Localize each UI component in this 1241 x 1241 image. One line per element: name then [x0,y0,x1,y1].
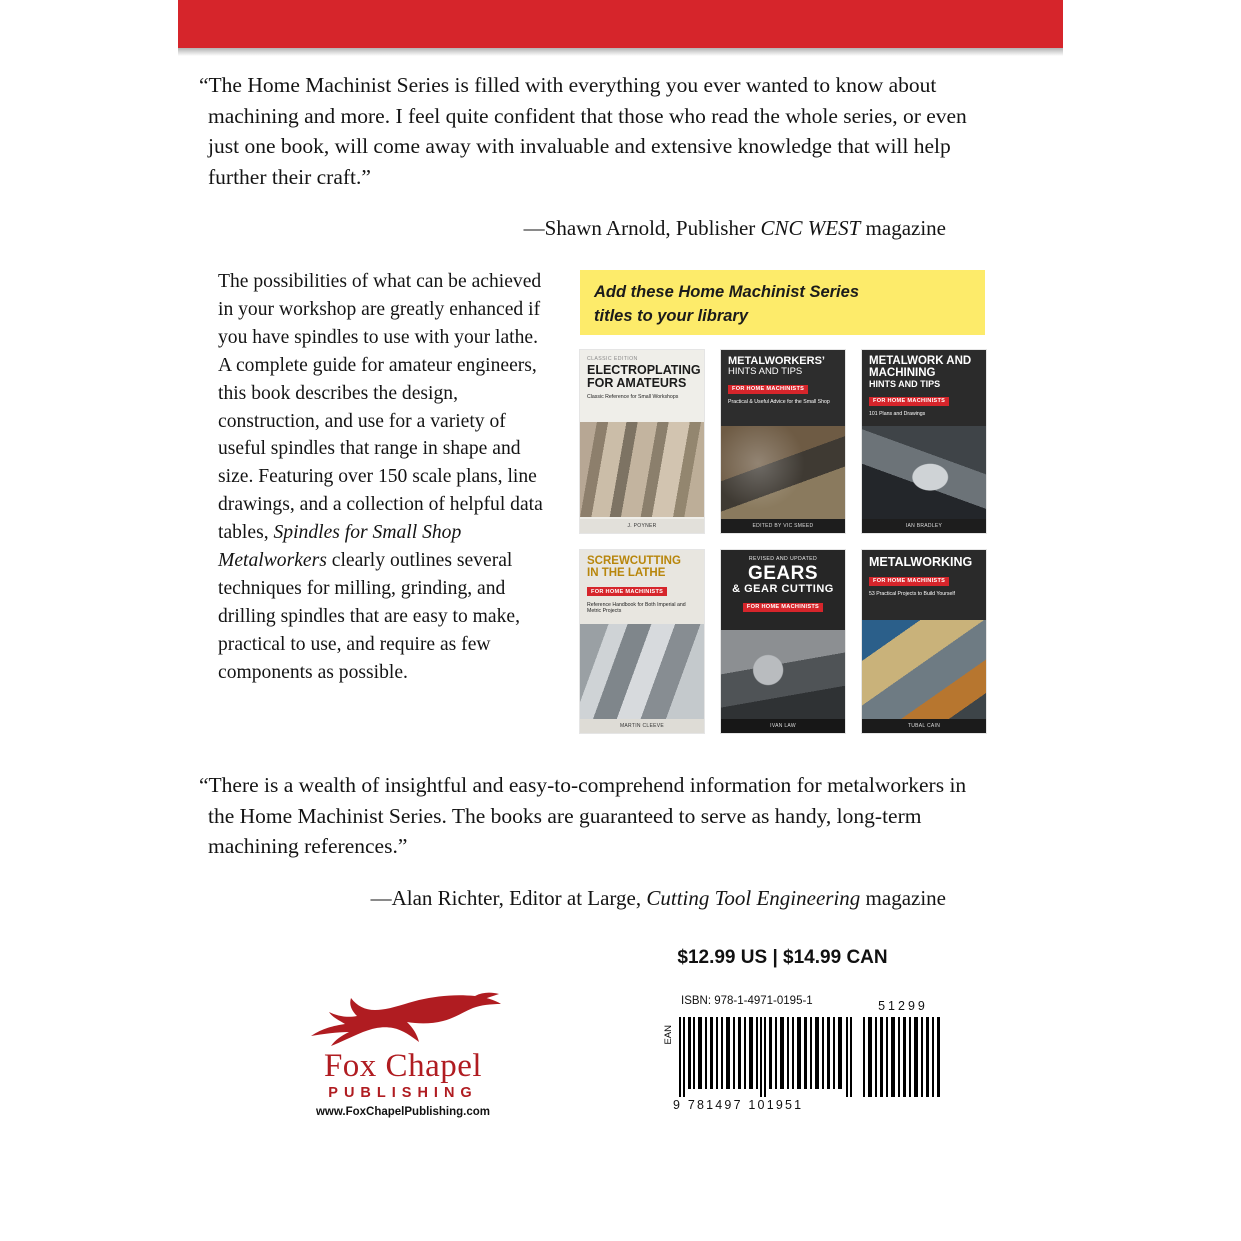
bottom-quote-text: “There is a wealth of insightful and easy-to-comprehend information for metalworkers in the Home Machinist Series. The books are guaranteed to serve as handy, long-term machining references.” [199,773,967,859]
book-cover-photo [721,426,845,519]
book-cover-text-block [580,550,704,622]
book-audience-badge: FOR HOME MACHINISTS [587,587,667,596]
promo-line-2: titles to your library [594,306,749,325]
book-author: IAN BRADLEY [862,519,986,533]
book-subtitle-desc: Classic Reference for Small Workshops [587,394,679,400]
book-title [728,564,838,595]
book-cover-thumbnail[interactable] [721,550,845,733]
book-author: TUBAL CAIN [862,719,986,733]
book-title [587,556,697,580]
book-title-line-1: METALWORK AND MACHINING [869,355,972,379]
bottom-attrib-suffix: magazine [860,885,946,910]
book-eyebrow: REVISED AND UPDATED [748,556,818,562]
top-attrib-suffix: magazine [860,216,946,241]
top-quote-text: “The Home Machinist Series is filled with everything you ever wanted to know about machining and more. I feel quite confident that those who read the whole series, or even just one book, will come away with invaluable and extensive knowledge that will help further their craft.” [199,73,967,189]
book-title-line-1: SCREWCUTTING [587,555,681,567]
book-author: MARTIN CLEEVE [580,719,704,733]
bottom-attrib-publication: Cutting Tool Engineering [646,885,861,910]
book-title [587,363,701,390]
promo-line-1: Add these Home Machinist Series [594,283,859,301]
bottom-review-quote [199,770,968,913]
book-cover-photo [862,426,986,519]
back-cover-page [178,0,1063,1241]
book-author: EDITED BY VIC SMEED [721,519,845,533]
ean-digits: 9 781497 101951 [673,1098,804,1112]
book-subtitle-desc: Practical & Useful Advice for the Small Shop [728,399,830,406]
book-title [869,556,979,569]
book-title-line-2: HINTS AND TIPS [869,378,941,389]
book-title-line-1: ELECTROPLATING [587,363,701,377]
book-cover-photo [580,624,704,719]
series-book-grid [580,350,986,733]
book-cover-text-block [862,550,986,605]
book-title-line-2: IN THE LATHE [587,566,666,579]
bottom-attrib-prefix: —Alan Richter, Editor at Large, [370,885,647,910]
book-title-line-2: HINTS AND TIPS [728,366,803,378]
description-part-two: clearly outlines several techniques for milling, grinding, and drilling spindles that are easy to make, practical to use, and require as few components as possible. [218,550,520,683]
ean-barcode [679,1017,854,1097]
bottom-quote-attribution [208,884,968,914]
book-title [869,356,979,389]
top-quote-attribution [208,214,968,244]
ean-label: EAN [663,1025,674,1045]
publisher-word: PUBLISHING [328,1085,478,1101]
book-cover-photo [862,620,986,719]
book-cover-thumbnail[interactable] [580,350,704,533]
barcode-block [663,995,953,1112]
book-title [728,356,838,377]
book-author: J. POYNER [580,519,704,533]
book-description [218,268,543,687]
book-cover-text-block [721,550,845,620]
book-title-line-1: METALWORKING [869,555,973,569]
book-audience-badge: FOR HOME MACHINISTS [728,385,808,394]
book-title-line-2: FOR AMATEURS [587,376,687,390]
book-cover-text-block [580,350,704,408]
book-cover-text-block [721,350,845,413]
top-red-band [178,0,1063,48]
running-fox-icon [303,990,503,1048]
book-cover-thumbnail[interactable] [721,350,845,533]
price-line: $12.99 US | $14.99 CAN [677,947,888,968]
book-author: IVAN LAW [721,719,845,733]
ean-addon-digits: 51299 [878,999,928,1013]
ean-addon-barcode [863,1017,941,1097]
book-audience-badge: FOR HOME MACHINISTS [743,603,823,612]
description-part-one: The possibilities of what can be achieved in your workshop are greatly enhanced if you have spindles to use with your lathe. A complete guide for amateur engineers, this book describes the design, construction, and use for a variety of useful spindles that range in shape and size. Featuring over 150 scale plans, line drawings, and a collection of helpful data tables, [218,271,543,544]
book-eyebrow: CLASSIC EDITION [587,356,638,362]
book-audience-badge: FOR HOME MACHINISTS [869,577,949,586]
publisher-logo [283,990,523,1118]
top-attrib-prefix: —Shawn Arnold, Publisher [523,216,761,241]
book-cover-thumbnail[interactable] [862,550,986,733]
series-promo-text [594,281,969,329]
top-attrib-publication: CNC WEST [760,216,861,241]
series-promo-box [580,270,985,335]
publisher-name: Fox Chapel [323,1048,483,1084]
book-title-line-1: METALWORKERS’ [728,355,825,367]
isbn-text: ISBN: 978-1-4971-0195-1 [681,995,813,1007]
book-subtitle-desc: Reference Handbook for Both Imperial and Metric Projects [587,601,686,615]
book-audience-badge: FOR HOME MACHINISTS [869,397,949,406]
publisher-url[interactable]: www.FoxChapelPublishing.com [315,1106,490,1118]
band-shadow [178,48,1063,56]
book-cover-thumbnail[interactable] [580,550,704,733]
book-subtitle-desc: 53 Practical Projects to Build Yourself [869,591,955,597]
top-review-quote [199,70,968,244]
book-subtitle-desc: 101 Plans and Drawings [869,411,926,418]
book-cover-thumbnail[interactable] [862,350,986,533]
book-cover-text-block [862,350,986,425]
book-cover-photo [580,422,704,517]
book-title-line-2: & GEAR CUTTING [732,582,834,595]
description-book-title: Spindles for Small Shop Metalworkers [218,522,462,572]
book-cover-photo [721,630,845,719]
book-title-line-1: GEARS [747,563,819,584]
